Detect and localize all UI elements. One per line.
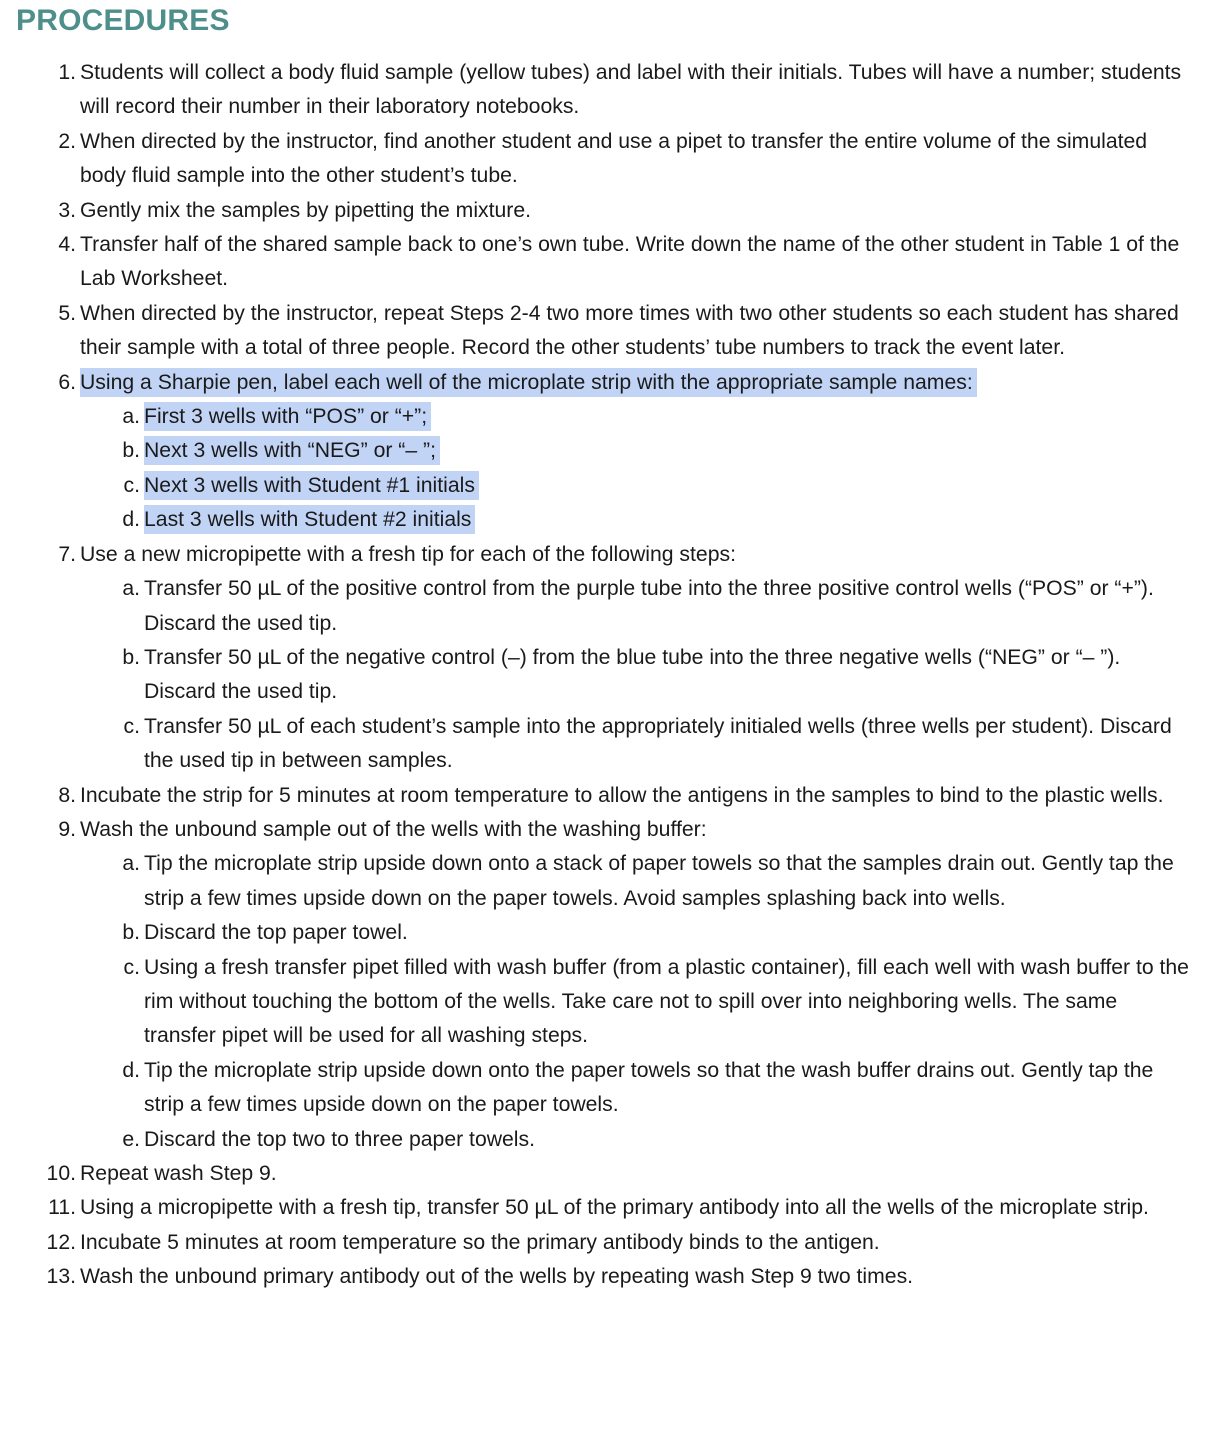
procedure-step — [0, 194, 1224, 228]
procedure-step — [0, 538, 1224, 779]
step-item — [0, 125, 1224, 194]
step-item — [0, 1157, 1224, 1191]
sub-step-item — [0, 847, 1224, 916]
step-text: When directed by the instructor, find another student and use a pipet to transfer the entire volume of the simulated body fluid sample into the other student’s tube. — [80, 129, 1148, 188]
procedure-step — [0, 297, 1224, 366]
sub-step-text: Using a fresh transfer pipet filled with wash buffer (from a plastic container), fill each well with wash buffer to the rim without touching the bottom of the wells. Take care not to spill over into neighboring wells. The same transfer pipet will be used for all washing steps. — [144, 955, 1189, 1048]
procedure-step — [0, 1260, 1224, 1294]
sub-step-text: Next 3 wells with “NEG” or “– ”; — [144, 436, 440, 465]
step-number: 6. — [58, 370, 76, 394]
procedure-step — [0, 56, 1224, 125]
step-number: 12. — [46, 1230, 76, 1254]
sub-step-item — [0, 916, 1224, 950]
sub-step-text: Tip the microplate strip upside down onto a stack of paper towels so that the samples drain out. Gently tap the strip a few times upside down on the paper towels. Avoid samples splashing back into wells. — [144, 852, 1174, 910]
step-number: 7. — [58, 542, 76, 566]
procedure-step — [0, 1157, 1224, 1191]
step-number: 3. — [58, 198, 76, 222]
step-number: 10. — [46, 1162, 76, 1185]
sub-step-text: First 3 wells with “POS” or “+”; — [144, 402, 431, 431]
step-item — [0, 813, 1224, 847]
step-number: 1. — [58, 61, 76, 84]
step-item — [0, 538, 1224, 572]
step-text: When directed by the instructor, repeat Steps 2-4 two more times with two other students so each student has shared their sample with a total of three people. Record the other students’ tube numbers to track the event later. — [80, 301, 1179, 360]
step-text: Wash the unbound sample out of the wells with the washing buffer: — [80, 817, 707, 841]
sub-step-list — [0, 847, 1224, 1157]
sub-step-text: Transfer 50 µL of each student’s sample into the appropriately initialed wells (three wells per student). Discard the used tip in between samples. — [144, 714, 1172, 773]
sub-step-letter: e. — [122, 1127, 140, 1151]
sub-step-text: Transfer 50 µL of the negative control (–) from the blue tube into the three negative wells (“NEG” or “– ”). Discard the used tip. — [144, 645, 1121, 704]
step-item — [0, 56, 1224, 125]
step-number: 4. — [58, 233, 76, 257]
step-text: Wash the unbound primary antibody out of the wells by repeating wash Step 9 two times. — [80, 1265, 914, 1289]
step-text: Using a Sharpie pen, label each well of the microplate strip with the appropriate sample names: — [80, 368, 977, 397]
sub-step-text: Last 3 wells with Student #2 initials — [144, 505, 475, 534]
sub-step-item — [0, 434, 1224, 468]
step-item — [0, 1260, 1224, 1294]
procedure-step — [0, 125, 1224, 194]
sub-step-list — [0, 572, 1224, 778]
sub-step-letter: b. — [122, 645, 140, 669]
step-number: 9. — [58, 817, 76, 841]
step-number: 5. — [58, 301, 76, 325]
procedure-step — [0, 813, 1224, 1157]
sub-step-letter: b. — [122, 921, 140, 945]
sub-step-text: Tip the microplate strip upside down onto the paper towels so that the wash buffer drains out. Gently tap the strip a few times upside down on the paper towels. — [144, 1058, 1154, 1117]
step-text: Repeat wash Step 9. — [80, 1162, 277, 1185]
sub-step-item — [0, 469, 1224, 503]
step-item — [0, 297, 1224, 366]
step-text: Incubate 5 minutes at room temperature so the primary antibody binds to the antigen. — [80, 1230, 880, 1254]
sub-step-text: Discard the top two to three paper towels. — [144, 1127, 535, 1151]
step-text: Transfer half of the shared sample back to one’s own tube. Write down the name of the other student in Table 1 of the Lab Worksheet. — [80, 233, 1180, 291]
sub-step-item — [0, 503, 1224, 537]
sub-step-letter: d. — [122, 1058, 140, 1082]
sub-step-item — [0, 710, 1224, 779]
step-item — [0, 228, 1224, 297]
step-item — [0, 194, 1224, 228]
step-item — [0, 1191, 1224, 1225]
step-text: Using a micropipette with a fresh tip, transfer 50 µL of the primary antibody into all the wells of the microplate strip. — [80, 1196, 1149, 1220]
step-text: Students will collect a body fluid sample (yellow tubes) and label with their initials. Tubes will have a number; students will record their number in their laboratory notebooks. — [80, 61, 1182, 119]
procedure-step — [0, 228, 1224, 297]
step-number: 2. — [58, 129, 76, 153]
step-item — [0, 366, 1224, 400]
procedures-heading: PROCEDURES — [16, 4, 230, 37]
sub-step-text: Discard the top paper towel. — [144, 921, 408, 945]
sub-step-item — [0, 1123, 1224, 1157]
sub-step-item — [0, 641, 1224, 710]
procedure-step — [0, 1226, 1224, 1260]
sub-step-item — [0, 1054, 1224, 1123]
sub-step-list — [0, 400, 1224, 538]
sub-step-item — [0, 951, 1224, 1054]
sub-step-item — [0, 400, 1224, 434]
procedure-step — [0, 366, 1224, 538]
sub-step-letter: a. — [122, 577, 140, 601]
sub-step-letter: a. — [122, 405, 140, 429]
step-number: 11. — [48, 1196, 76, 1220]
sub-step-text: Transfer 50 µL of the positive control from the purple tube into the three positive control wells (“POS” or “+”). Discard the used tip. — [144, 577, 1154, 635]
procedure-step — [0, 779, 1224, 813]
procedure-list — [0, 56, 1224, 1295]
sub-step-letter: c. — [123, 955, 140, 979]
sub-step-letter: a. — [122, 852, 140, 876]
sub-step-text: Next 3 wells with Student #1 initials — [144, 471, 479, 500]
sub-step-letter: c. — [123, 714, 140, 738]
sub-step-letter: d. — [122, 508, 140, 532]
step-number: 8. — [58, 783, 76, 807]
step-item — [0, 779, 1224, 813]
sub-step-item — [0, 572, 1224, 641]
sub-step-letter: c. — [123, 473, 140, 497]
step-text: Gently mix the samples by pipetting the mixture. — [80, 198, 532, 222]
step-number: 13. — [46, 1265, 76, 1289]
sub-step-letter: b. — [122, 439, 140, 463]
step-text: Incubate the strip for 5 minutes at room temperature to allow the antigens in the samples to bind to the plastic wells. — [80, 783, 1164, 807]
step-item — [0, 1226, 1224, 1260]
procedure-step — [0, 1191, 1224, 1225]
step-text: Use a new micropipette with a fresh tip for each of the following steps: — [80, 542, 736, 566]
